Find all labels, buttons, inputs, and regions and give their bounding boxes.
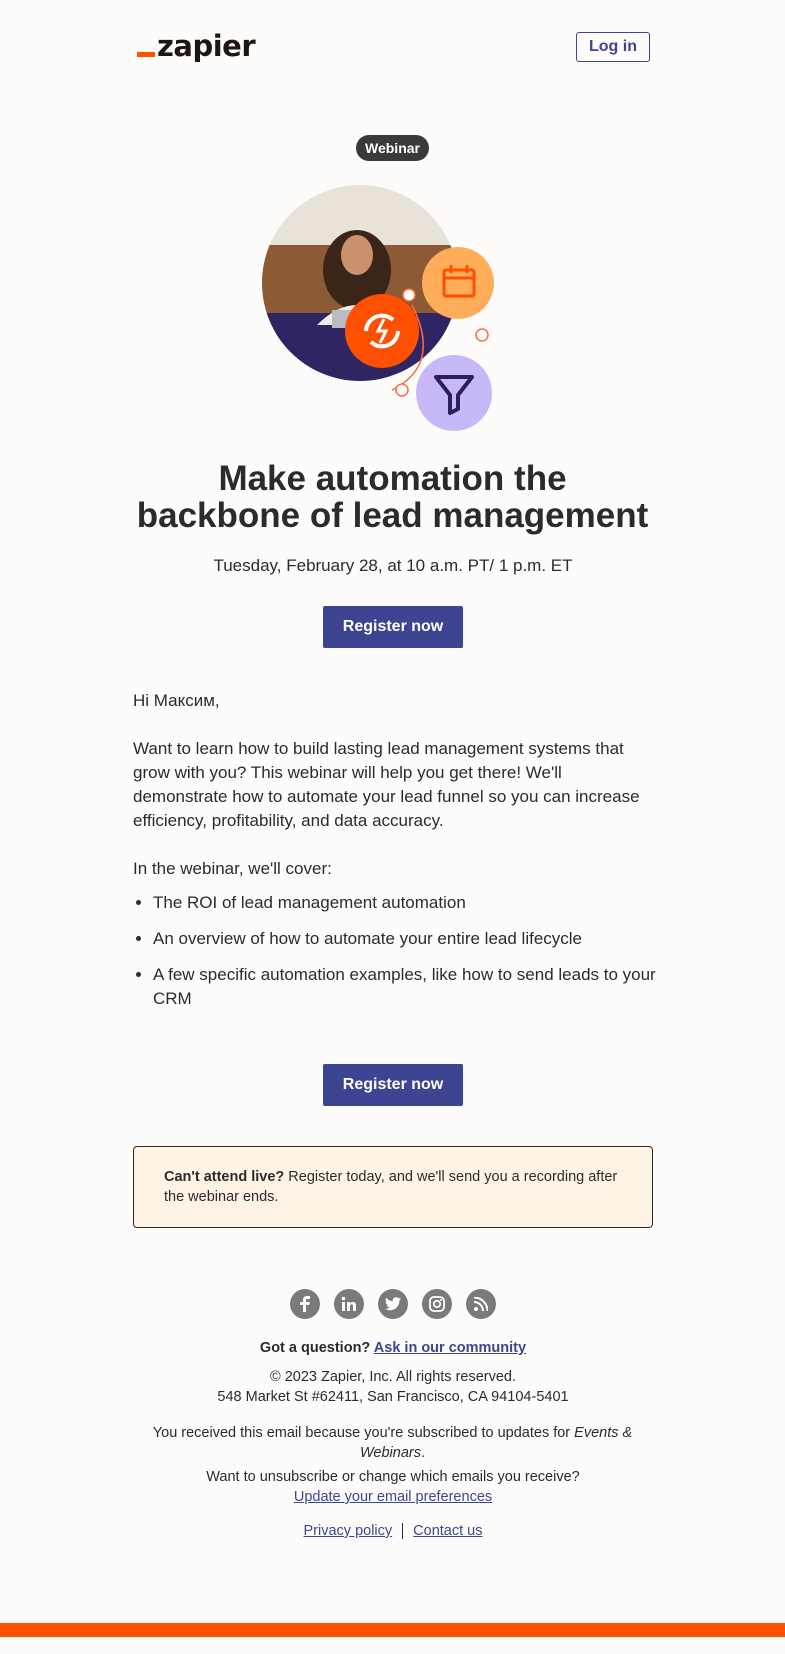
privacy-policy-link[interactable]: Privacy policy [303,1523,393,1539]
automation-icon [345,294,419,368]
company-info [133,1367,653,1407]
subscription-reason: You received this email because you're subscribed to updates for Events & Webinars. [152,1425,633,1461]
list-item: • An overview of how to automate your entire lead lifecycle [153,927,673,951]
question-text: Got a question? [259,1340,371,1356]
bottom-accent-bar [0,1623,785,1637]
greeting: Hi Максим, [133,691,220,710]
logo-text: zapier [157,29,256,63]
register-button-top[interactable]: Register now [323,606,463,648]
contact-us-link[interactable]: Contact us [413,1523,483,1539]
topic-list [133,891,673,1023]
zapier-logo[interactable] [137,30,255,62]
instagram-icon[interactable] [422,1289,452,1319]
copyright: © 2023 Zapier, Inc. All rights reserved. [269,1369,517,1385]
divider [402,1523,403,1539]
webinar-badge: Webinar [356,135,429,161]
twitter-icon[interactable] [378,1289,408,1319]
received-text: You received this email because you're subscribed to updates for [152,1425,571,1441]
rss-icon[interactable] [466,1289,496,1319]
community-link[interactable]: Ask in our community [373,1340,527,1356]
headline-line1: Make automation the [218,459,567,498]
linkedin-icon[interactable] [334,1289,364,1319]
cover-heading: In the webinar, we'll cover: [133,859,332,878]
calendar-icon [422,247,494,319]
question-line [133,1338,653,1358]
headline-line2: backbone of lead management [136,496,649,535]
unsubscribe-block [133,1467,653,1507]
intro-paragraph: Want to learn how to build lasting lead management systems that grow with you? This webinar will help you get there! We'll demonstrate how to automate your lead funnel so you can increase efficiency, profitability, and data accuracy. [133,739,640,830]
received-topic: Events & Webinars [359,1425,633,1461]
register-button-bottom[interactable]: Register now [323,1064,463,1106]
address: 548 Market St #62411, San Francisco, CA 94104-5401 [217,1389,569,1405]
login-button[interactable]: Log in [576,32,650,62]
headline [110,460,675,534]
email-preferences-link[interactable]: Update your email preferences [293,1489,493,1505]
notice-bold: Can't attend live? [164,1169,285,1185]
recording-notice [133,1146,653,1228]
hero-illustration [262,185,522,435]
logo-mark [137,52,155,57]
facebook-icon[interactable] [290,1289,320,1319]
webinar-date: Tuesday, February 28, at 10 a.m. PT/ 1 p.m. ET [213,556,573,575]
list-item: • The ROI of lead management automation [153,891,673,915]
footer-links [133,1521,653,1541]
list-item: • A few specific automation examples, like how to send leads to your CRM [153,963,673,1011]
social-links [290,1289,496,1319]
unsub-text: Want to unsubscribe or change which emails you receive? [206,1469,580,1485]
filter-icon [416,355,492,431]
notice-text: Register today, and we'll send you a recording after the webinar ends. [164,1169,618,1205]
